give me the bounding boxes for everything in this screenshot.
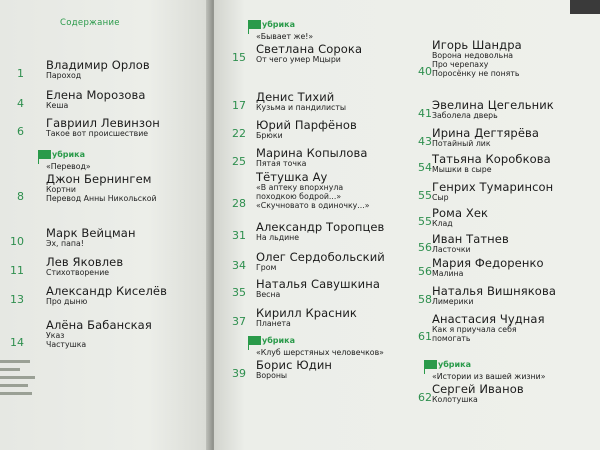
author-name: Анастасия Чудная — [432, 312, 545, 326]
work-title: помогать — [432, 334, 471, 343]
page-number: 6 — [17, 125, 24, 138]
page-number: 15 — [232, 51, 246, 64]
rubric-name: «Истории из вашей жизни» — [432, 372, 546, 381]
work-title: Лимерики — [432, 297, 474, 306]
work-title: Про черепаху — [432, 60, 489, 69]
author-name: Марк Вейцман — [46, 226, 136, 240]
work-title: Колотушка — [432, 395, 478, 404]
work-title: Частушка — [46, 340, 87, 349]
rubric-flag-icon — [425, 360, 437, 369]
author-name: Владимир Орлов — [46, 58, 150, 72]
work-title: «В аптеку впорхнула — [256, 183, 344, 192]
author-name: Гавриил Левинзон — [46, 116, 160, 130]
imprint-block — [0, 360, 40, 400]
author-name: Джон Бернингем — [46, 172, 152, 186]
author-name: Светлана Сорока — [256, 42, 363, 56]
work-title: На льдине — [256, 233, 300, 242]
page-number: 34 — [232, 259, 246, 272]
page-number: 13 — [10, 293, 24, 306]
work-title: Поросёнку не понять — [432, 69, 520, 78]
author-name: Алёна Бабанская — [46, 318, 152, 332]
work-title: «Скучновато в одиночку...» — [256, 201, 370, 210]
page-number: 55 — [418, 215, 432, 228]
page-number: 8 — [17, 190, 24, 203]
work-title: Ласточки — [432, 245, 471, 254]
work-title: Про дыню — [46, 297, 88, 306]
page-number: 39 — [232, 367, 246, 380]
author-name: Сергей Иванов — [432, 382, 524, 396]
page-number: 28 — [232, 197, 246, 210]
author-name: Татьяна Коробкова — [432, 152, 551, 166]
author-name: Мария Федоренко — [432, 256, 544, 270]
author-name: Александр Киселёв — [46, 284, 167, 298]
work-title: Ворона недовольна — [432, 51, 514, 60]
right-page — [214, 0, 600, 450]
page-number: 55 — [418, 189, 432, 202]
page-number: 61 — [418, 330, 432, 343]
page-number: 25 — [232, 155, 246, 168]
page-number: 56 — [418, 265, 432, 278]
author-name: Денис Тихий — [256, 90, 335, 104]
page-number: 22 — [232, 127, 246, 140]
work-title: Стихотворение — [46, 268, 110, 277]
work-title: Как я приучала себя — [432, 325, 517, 334]
work-title: Эх, папа! — [46, 239, 84, 248]
page-number: 1 — [17, 67, 24, 80]
work-title: Вороны — [256, 371, 288, 380]
page-number: 54 — [418, 161, 432, 174]
author-name: Ирина Дегтярёва — [432, 126, 540, 140]
page-number: 14 — [10, 336, 24, 349]
page-number: 56 — [418, 241, 432, 254]
toc-header: Содержание — [60, 18, 120, 28]
page-number: 4 — [17, 97, 24, 110]
work-title: Малина — [432, 269, 464, 278]
work-title: Клад — [432, 219, 453, 228]
rubric-label: убрика — [438, 360, 471, 369]
work-title: Брюки — [256, 131, 283, 140]
rubric-label: убрика — [262, 336, 295, 345]
rubric-flag-icon — [249, 336, 261, 345]
work-title: Кортни — [46, 185, 76, 194]
work-title: Указ — [46, 331, 65, 340]
rubric-label: убрика — [262, 20, 295, 29]
author-name: Наталья Савушкина — [256, 277, 381, 291]
page-number: 43 — [418, 135, 432, 148]
work-title: От чего умер Мцыри — [256, 55, 341, 64]
author-name: Эвелина Цегельник — [432, 98, 554, 112]
page-number: 37 — [232, 315, 246, 328]
work-title: Пароход — [46, 71, 82, 80]
page-number: 40 — [418, 65, 432, 78]
author-name: Лев Яковлев — [46, 255, 124, 269]
work-title: Сыр — [432, 193, 449, 202]
work-title: Заболела дверь — [432, 111, 498, 120]
work-title: Пятая точка — [256, 159, 307, 168]
work-title: Кузьма и пандилисты — [256, 103, 347, 112]
author-name: Александр Торопцев — [256, 220, 385, 234]
page-number: 11 — [10, 264, 24, 277]
page-number: 58 — [418, 293, 432, 306]
work-title: Перевод Анны Никольской — [46, 194, 157, 203]
work-title: Мышки в сыре — [432, 165, 492, 174]
rubric-flag-icon — [39, 150, 51, 159]
rubric-name: «Перевод» — [46, 162, 91, 171]
author-name: Игорь Шандра — [432, 38, 522, 52]
work-title: Такое вот происшествие — [46, 129, 149, 138]
author-name: Борис Юдин — [256, 358, 333, 372]
author-name: Кирилл Красник — [256, 306, 357, 320]
work-title: походкою бодрой...» — [256, 192, 342, 201]
author-name: Олег Сердобольский — [256, 250, 385, 264]
rubric-name: «Клуб шерстяных человечков» — [256, 348, 384, 357]
work-title: Кеша — [46, 101, 69, 110]
page-number: 17 — [232, 99, 246, 112]
author-name: Генрих Тумаринсон — [432, 180, 554, 194]
work-title: Весна — [256, 290, 281, 299]
page-number: 10 — [10, 235, 24, 248]
background-edge — [570, 0, 600, 14]
work-title: Потайный лик — [432, 139, 491, 148]
author-name: Рома Хек — [432, 206, 489, 220]
work-title: Планета — [256, 319, 291, 328]
page-number: 62 — [418, 391, 432, 404]
page-number: 31 — [232, 229, 246, 242]
author-name: Юрий Парфёнов — [256, 118, 357, 132]
work-title: Гром — [256, 263, 277, 272]
author-name: Елена Морозова — [46, 88, 146, 102]
author-name: Тётушка Ау — [256, 170, 328, 184]
rubric-name: «Бывает же!» — [256, 32, 314, 41]
rubric-label: убрика — [52, 150, 85, 159]
author-name: Иван Татнев — [432, 232, 509, 246]
page-number: 41 — [418, 107, 432, 120]
rubric-flag-icon — [249, 20, 261, 29]
author-name: Наталья Вишнякова — [432, 284, 556, 298]
left-page — [0, 0, 212, 450]
author-name: Марина Копылова — [256, 146, 368, 160]
page-number: 35 — [232, 286, 246, 299]
